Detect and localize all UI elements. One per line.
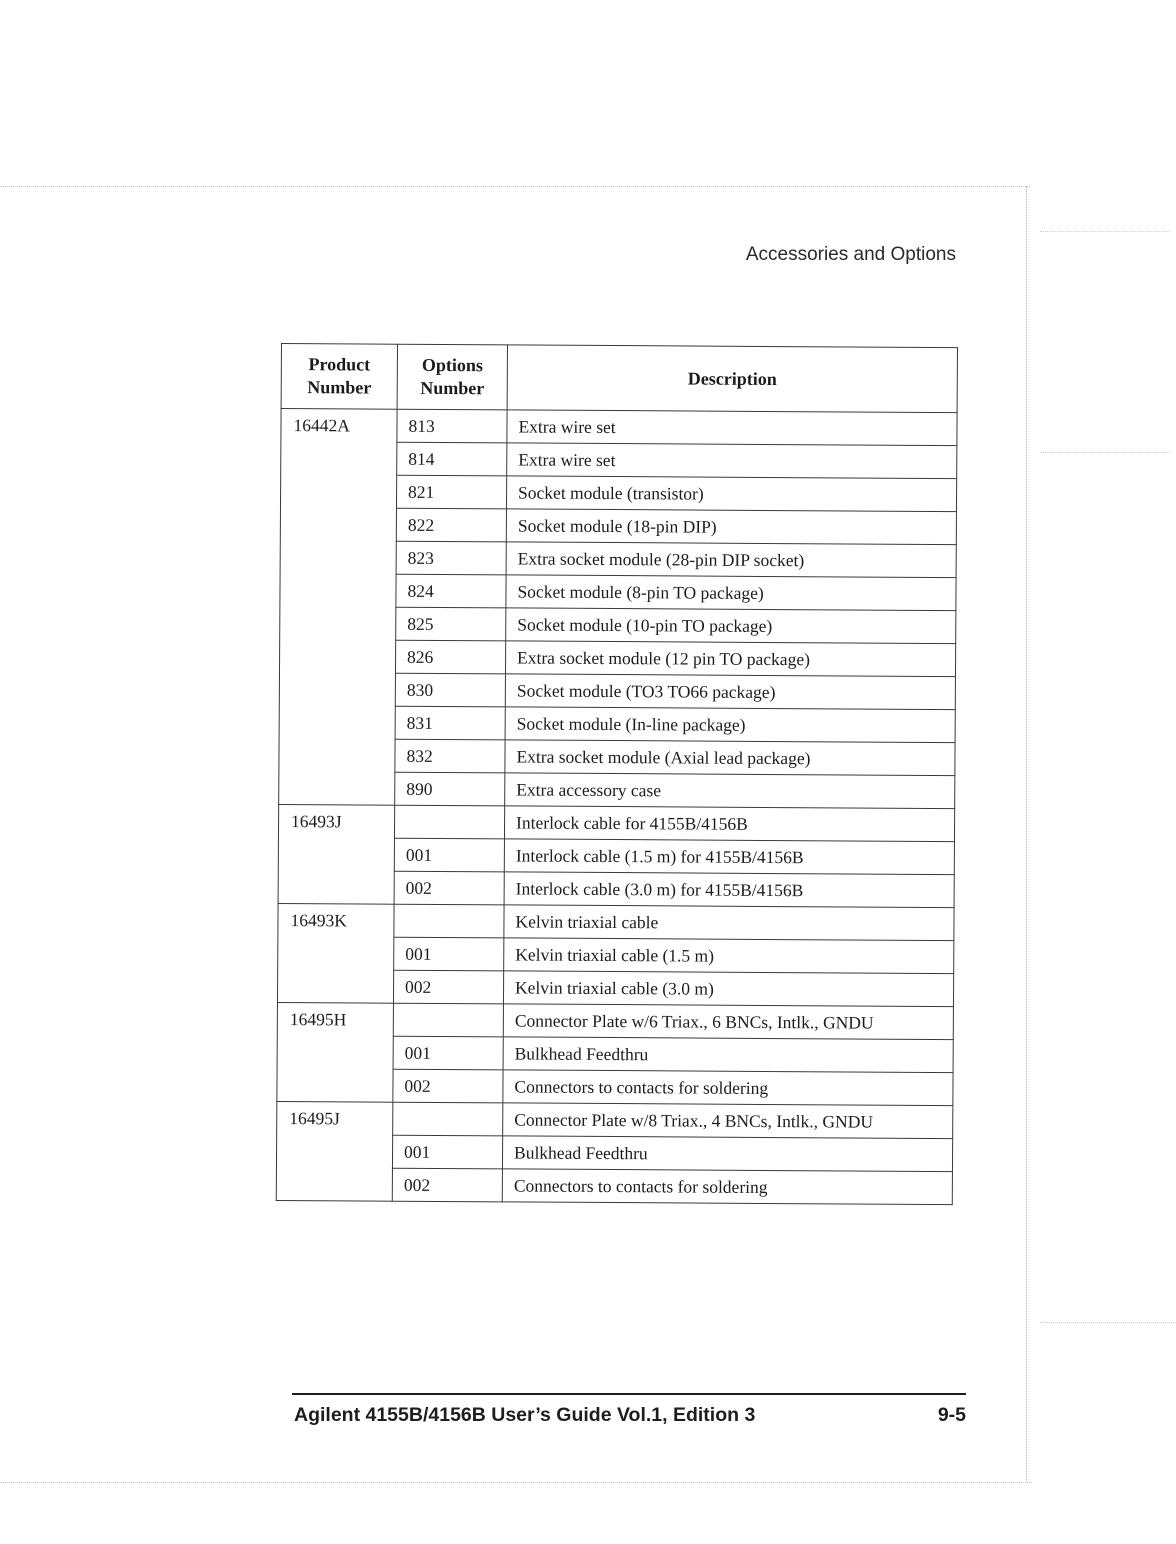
footer-title: Agilent 4155B/4156B User’s Guide Vol.1, Edition 3: [294, 1404, 756, 1426]
option-number-cell: 826: [395, 640, 505, 674]
footer-rule: [292, 1393, 966, 1395]
option-number-cell: 001: [394, 937, 504, 971]
option-number-cell: 813: [397, 409, 507, 443]
description-cell: Socket module (10-pin TO package): [506, 608, 956, 644]
description-cell: Connector Plate w/6 Triax., 6 BNCs, Intlk., GNDU: [503, 1004, 953, 1040]
description-cell: Interlock cable (3.0 m) for 4155B/4156B: [504, 872, 954, 908]
table-row: [278, 804, 954, 841]
product-number-cell: 16495J: [276, 1101, 393, 1201]
option-number-cell: 001: [394, 838, 504, 872]
running-header: Accessories and Options: [745, 244, 956, 265]
table-body: [276, 409, 957, 1205]
description-cell: Connector Plate w/8 Triax., 4 BNCs, Intlk., GNDU: [503, 1103, 953, 1139]
option-number-cell: [394, 805, 504, 839]
description-cell: Socket module (TO3 TO66 package): [505, 674, 955, 710]
description-cell: Socket module (18-pin DIP): [506, 509, 956, 545]
description-cell: Extra accessory case: [505, 773, 955, 809]
option-number-cell: [394, 904, 504, 938]
page-edge-bottom: [0, 1482, 1032, 1483]
option-number-cell: 890: [395, 772, 505, 806]
option-number-cell: 830: [395, 673, 505, 707]
description-cell: Interlock cable for 4155B/4156B: [504, 806, 954, 842]
description-cell: Kelvin triaxial cable: [504, 905, 954, 941]
option-number-cell: 002: [393, 1069, 503, 1103]
option-number-cell: 822: [396, 508, 506, 542]
description-cell: Connectors to contacts for soldering: [502, 1169, 952, 1205]
option-number-cell: 002: [392, 1168, 502, 1202]
option-number-cell: 814: [397, 442, 507, 476]
option-number-cell: 821: [396, 475, 506, 509]
table-row: [277, 1002, 953, 1039]
product-number-cell: 16493J: [278, 804, 395, 904]
table-row: [278, 903, 954, 940]
description-cell: Socket module (8-pin TO package): [506, 575, 956, 611]
margin-mark: [1040, 1322, 1176, 1323]
option-number-cell: 823: [396, 541, 506, 575]
table-row: [281, 409, 957, 446]
description-cell: Extra wire set: [507, 443, 957, 479]
description-cell: Extra socket module (Axial lead package): [505, 740, 955, 776]
description-cell: Extra socket module (28-pin DIP socket): [506, 542, 956, 578]
page-edge-right: [1026, 186, 1027, 1482]
header-product-number: Product Number: [281, 344, 397, 410]
description-cell: Socket module (transistor): [506, 476, 956, 512]
description-cell: Bulkhead Feedthru: [502, 1136, 952, 1172]
description-cell: Kelvin triaxial cable (1.5 m): [504, 938, 954, 974]
option-number-cell: 825: [396, 607, 506, 641]
header-description: Description: [507, 345, 957, 413]
option-number-cell: 831: [395, 706, 505, 740]
option-number-cell: 824: [396, 574, 506, 608]
option-number-cell: 002: [394, 871, 504, 905]
description-cell: Bulkhead Feedthru: [503, 1037, 953, 1073]
option-number-cell: 832: [395, 739, 505, 773]
page-number: 9-5: [937, 1404, 966, 1426]
description-cell: Extra socket module (12 pin TO package): [505, 641, 955, 677]
option-number-cell: 001: [392, 1135, 502, 1169]
product-number-cell: 16442A: [279, 409, 397, 806]
margin-mark: [1040, 452, 1170, 453]
accessories-table: [276, 343, 958, 1205]
table-row: [277, 1101, 953, 1138]
option-number-cell: [393, 1003, 503, 1037]
description-cell: Connectors to contacts for soldering: [503, 1070, 953, 1106]
option-number-cell: [393, 1102, 503, 1136]
option-number-cell: 002: [393, 970, 503, 1004]
product-number-cell: 16495H: [277, 1002, 394, 1102]
page-edge-top: [0, 186, 1030, 187]
description-cell: Kelvin triaxial cable (3.0 m): [503, 971, 953, 1007]
description-cell: Socket module (In-line package): [505, 707, 955, 743]
accessories-table-wrapper: [276, 343, 965, 1205]
option-number-cell: 001: [393, 1036, 503, 1070]
product-number-cell: 16493K: [277, 903, 394, 1003]
table-header-row: [281, 344, 957, 413]
header-options-number: Options Number: [397, 344, 507, 410]
description-cell: Interlock cable (1.5 m) for 4155B/4156B: [504, 839, 954, 875]
description-cell: Extra wire set: [507, 410, 957, 446]
margin-mark: [1040, 231, 1170, 232]
